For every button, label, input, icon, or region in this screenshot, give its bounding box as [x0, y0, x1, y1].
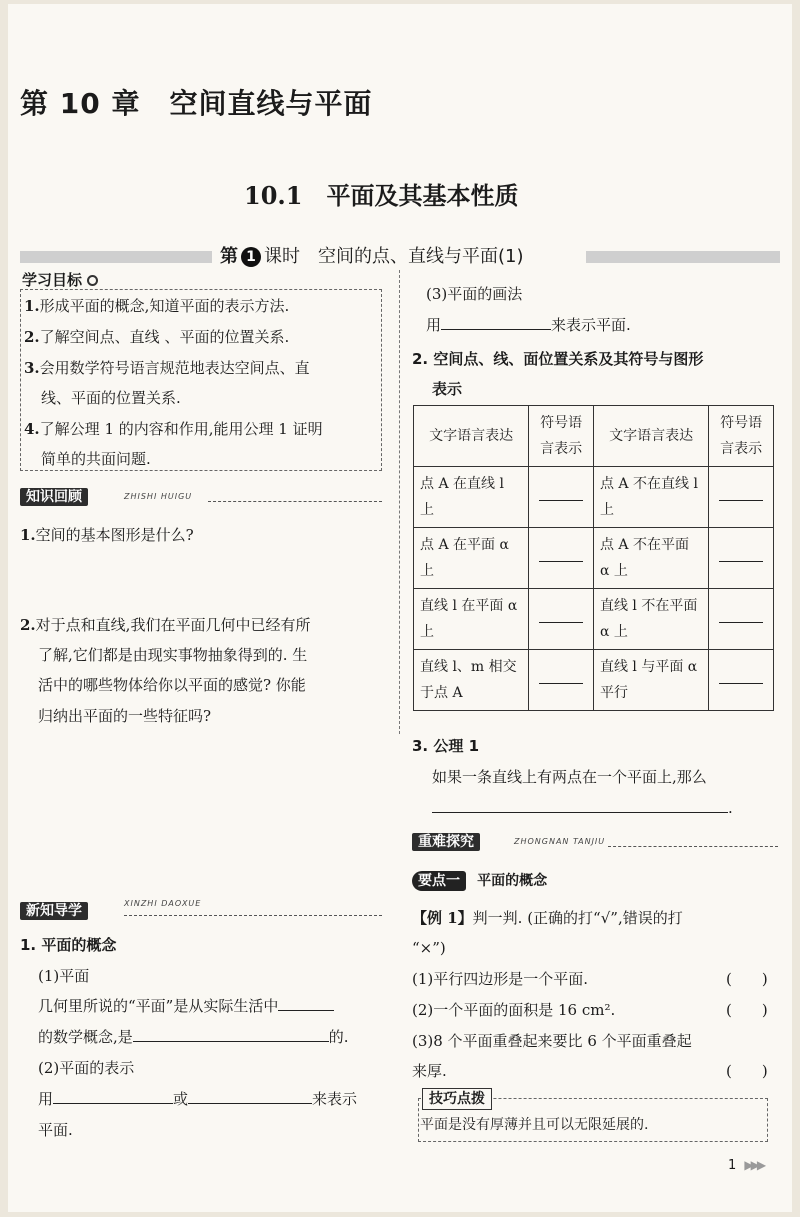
guide-plane: (1)平面	[38, 967, 90, 985]
objective-3: 3.会用数学符号语言规范地表达空间点、直	[24, 359, 310, 377]
review-divider	[208, 501, 382, 502]
textbook-page	[8, 4, 792, 1212]
key-point-tag: 要点一	[412, 871, 466, 891]
next-arrows-icon: ▶▶▶	[744, 1158, 764, 1172]
relations-heading: 2. 空间点、线、面位置关系及其符号与图形	[412, 350, 704, 368]
example-item-3-cont: 来厚.	[412, 1062, 447, 1080]
objective-4-cont: 简单的共面问题.	[41, 450, 151, 468]
blank-notation-1[interactable]	[53, 1085, 173, 1104]
table-cell-text: 点 A 在平面 α 上	[414, 528, 529, 589]
lesson-number-badge: 1	[241, 247, 261, 267]
blank-drawing-shape[interactable]	[441, 311, 551, 330]
guide-section-header	[20, 899, 382, 920]
relations-table	[413, 405, 774, 711]
lesson-prefix: 第	[220, 246, 238, 267]
relations-heading-cont: 表示	[432, 380, 463, 398]
table-cell-blank[interactable]	[529, 467, 594, 528]
explore-subtitle: ZHONGNAN TANJIU	[514, 837, 606, 846]
table-cell-text: 点 A 不在直线 l 上	[593, 467, 708, 528]
review-question-2-line-2: 了解,它们都是由现实事物抽象得到的. 生	[38, 646, 308, 664]
objectives-title: 学习目标	[22, 269, 98, 291]
table-cell-text: 直线 l 与平面 α 平行	[593, 650, 708, 711]
lesson-bar-right	[586, 251, 780, 263]
example-item-1: (1)平行四边形是一个平面.	[412, 970, 589, 988]
table-cell-text: 点 A 在直线 l 上	[414, 467, 529, 528]
axiom-heading: 3. 公理 1	[412, 737, 480, 755]
table-cell-blank[interactable]	[529, 528, 594, 589]
table-cell-blank[interactable]	[709, 650, 774, 711]
table-cell-text: 直线 l、m 相交于点 A	[414, 650, 529, 711]
answer-paren-1[interactable]: ( )	[726, 970, 768, 988]
objective-3-cont: 线、平面的位置关系.	[41, 389, 181, 407]
answer-paren-2[interactable]: ( )	[726, 1001, 768, 1019]
tip-text: 平面是没有厚薄并且可以无限延展的.	[420, 1117, 649, 1133]
objective-4: 4.了解公理 1 的内容和作用,能用公理 1 证明	[24, 420, 323, 438]
guide-heading-1: 1. 平面的概念	[20, 936, 117, 954]
table-cell-text: 点 A 不在平面 α 上	[593, 528, 708, 589]
chapter-title: 第 10 章 空间直线与平面	[20, 87, 373, 120]
review-title: 知识回顾	[20, 488, 88, 506]
page-number	[728, 1156, 763, 1175]
table-cell-blank[interactable]	[709, 528, 774, 589]
table-cell-blank[interactable]	[709, 467, 774, 528]
page-number-text: 1	[728, 1158, 737, 1173]
explore-section-header	[412, 833, 778, 851]
answer-paren-3[interactable]: ( )	[726, 1062, 768, 1080]
guide-plane-notation: (2)平面的表示	[38, 1059, 135, 1077]
plane-drawing-heading: (3)平面的画法	[426, 285, 523, 303]
review-subtitle: ZHISHI HUIGU	[124, 492, 193, 501]
tip-title: 技巧点拨	[422, 1088, 492, 1110]
column-divider	[399, 270, 400, 734]
guide-title: 新知导学	[20, 902, 88, 920]
table-row	[414, 528, 774, 589]
objective-1: 1.形成平面的概念,知道平面的表示方法.	[24, 297, 290, 315]
blank-plane-property[interactable]	[133, 1023, 329, 1042]
table-row	[414, 589, 774, 650]
table-header-row	[414, 406, 774, 467]
header-symbol-2: 符号语言表示	[709, 406, 774, 467]
table-row	[414, 650, 774, 711]
table-row	[414, 467, 774, 528]
axiom-text: 如果一条直线上有两点在一个平面上,那么	[432, 768, 707, 786]
blank-notation-2[interactable]	[188, 1085, 312, 1104]
guide-divider	[124, 915, 382, 916]
guide-notation-end: 平面.	[38, 1121, 73, 1139]
table-cell-blank[interactable]	[529, 650, 594, 711]
explore-divider	[608, 846, 778, 847]
key-point-header	[412, 870, 547, 891]
review-question-2-line-3: 活中的哪些物体给你以平面的感觉? 你能	[38, 676, 306, 694]
lesson-title	[220, 244, 524, 270]
guide-subtitle: XINZHI DAOXUE	[124, 899, 202, 908]
review-section-header	[20, 488, 382, 506]
example-item-2: (2)一个平面的面积是 16 cm².	[412, 1001, 616, 1019]
explore-title: 重难探究	[412, 833, 480, 851]
objective-2: 2.了解空间点、直线 、平面的位置关系.	[24, 328, 290, 346]
lesson-subtitle: 课时 空间的点、直线与平面(1)	[264, 246, 524, 267]
example-1-cont: “×”)	[412, 939, 446, 957]
guide-plane-desc-2: 的数学概念,是 的.	[38, 1022, 349, 1052]
blank-abstracted-from[interactable]	[278, 992, 334, 1011]
section-title: 10.1 平面及其基本性质	[244, 181, 519, 210]
plane-drawing-line: 用 来表示平面.	[426, 310, 631, 340]
target-icon	[87, 275, 98, 286]
table-cell-blank[interactable]	[529, 589, 594, 650]
review-question-2: 2.对于点和直线,我们在平面几何中已经有所	[20, 616, 311, 634]
blank-axiom-conclusion[interactable]	[432, 794, 728, 813]
review-question-1: 1.空间的基本图形是什么?	[20, 526, 194, 544]
key-point-title: 平面的概念	[477, 873, 548, 889]
guide-plane-desc-1: 几何里所说的“平面”是从实际生活中	[38, 991, 334, 1021]
table-cell-text: 直线 l 不在平面 α 上	[593, 589, 708, 650]
guide-notation-line: 用 或 来表示	[38, 1084, 357, 1114]
example-1: 【例 1】判一判. (正确的打“√”,错误的打	[412, 909, 683, 927]
axiom-blank-line: .	[432, 793, 733, 823]
table-cell-blank[interactable]	[709, 589, 774, 650]
header-symbol-1: 符号语言表示	[529, 406, 594, 467]
example-item-3: (3)8 个平面重叠起来要比 6 个平面重叠起	[412, 1032, 692, 1050]
header-text-2: 文字语言表达	[593, 406, 708, 467]
table-cell-text: 直线 l 在平面 α 上	[414, 589, 529, 650]
lesson-bar-left	[20, 251, 212, 263]
review-question-2-line-4: 归纳出平面的一些特征吗?	[38, 707, 212, 725]
header-text-1: 文字语言表达	[414, 406, 529, 467]
